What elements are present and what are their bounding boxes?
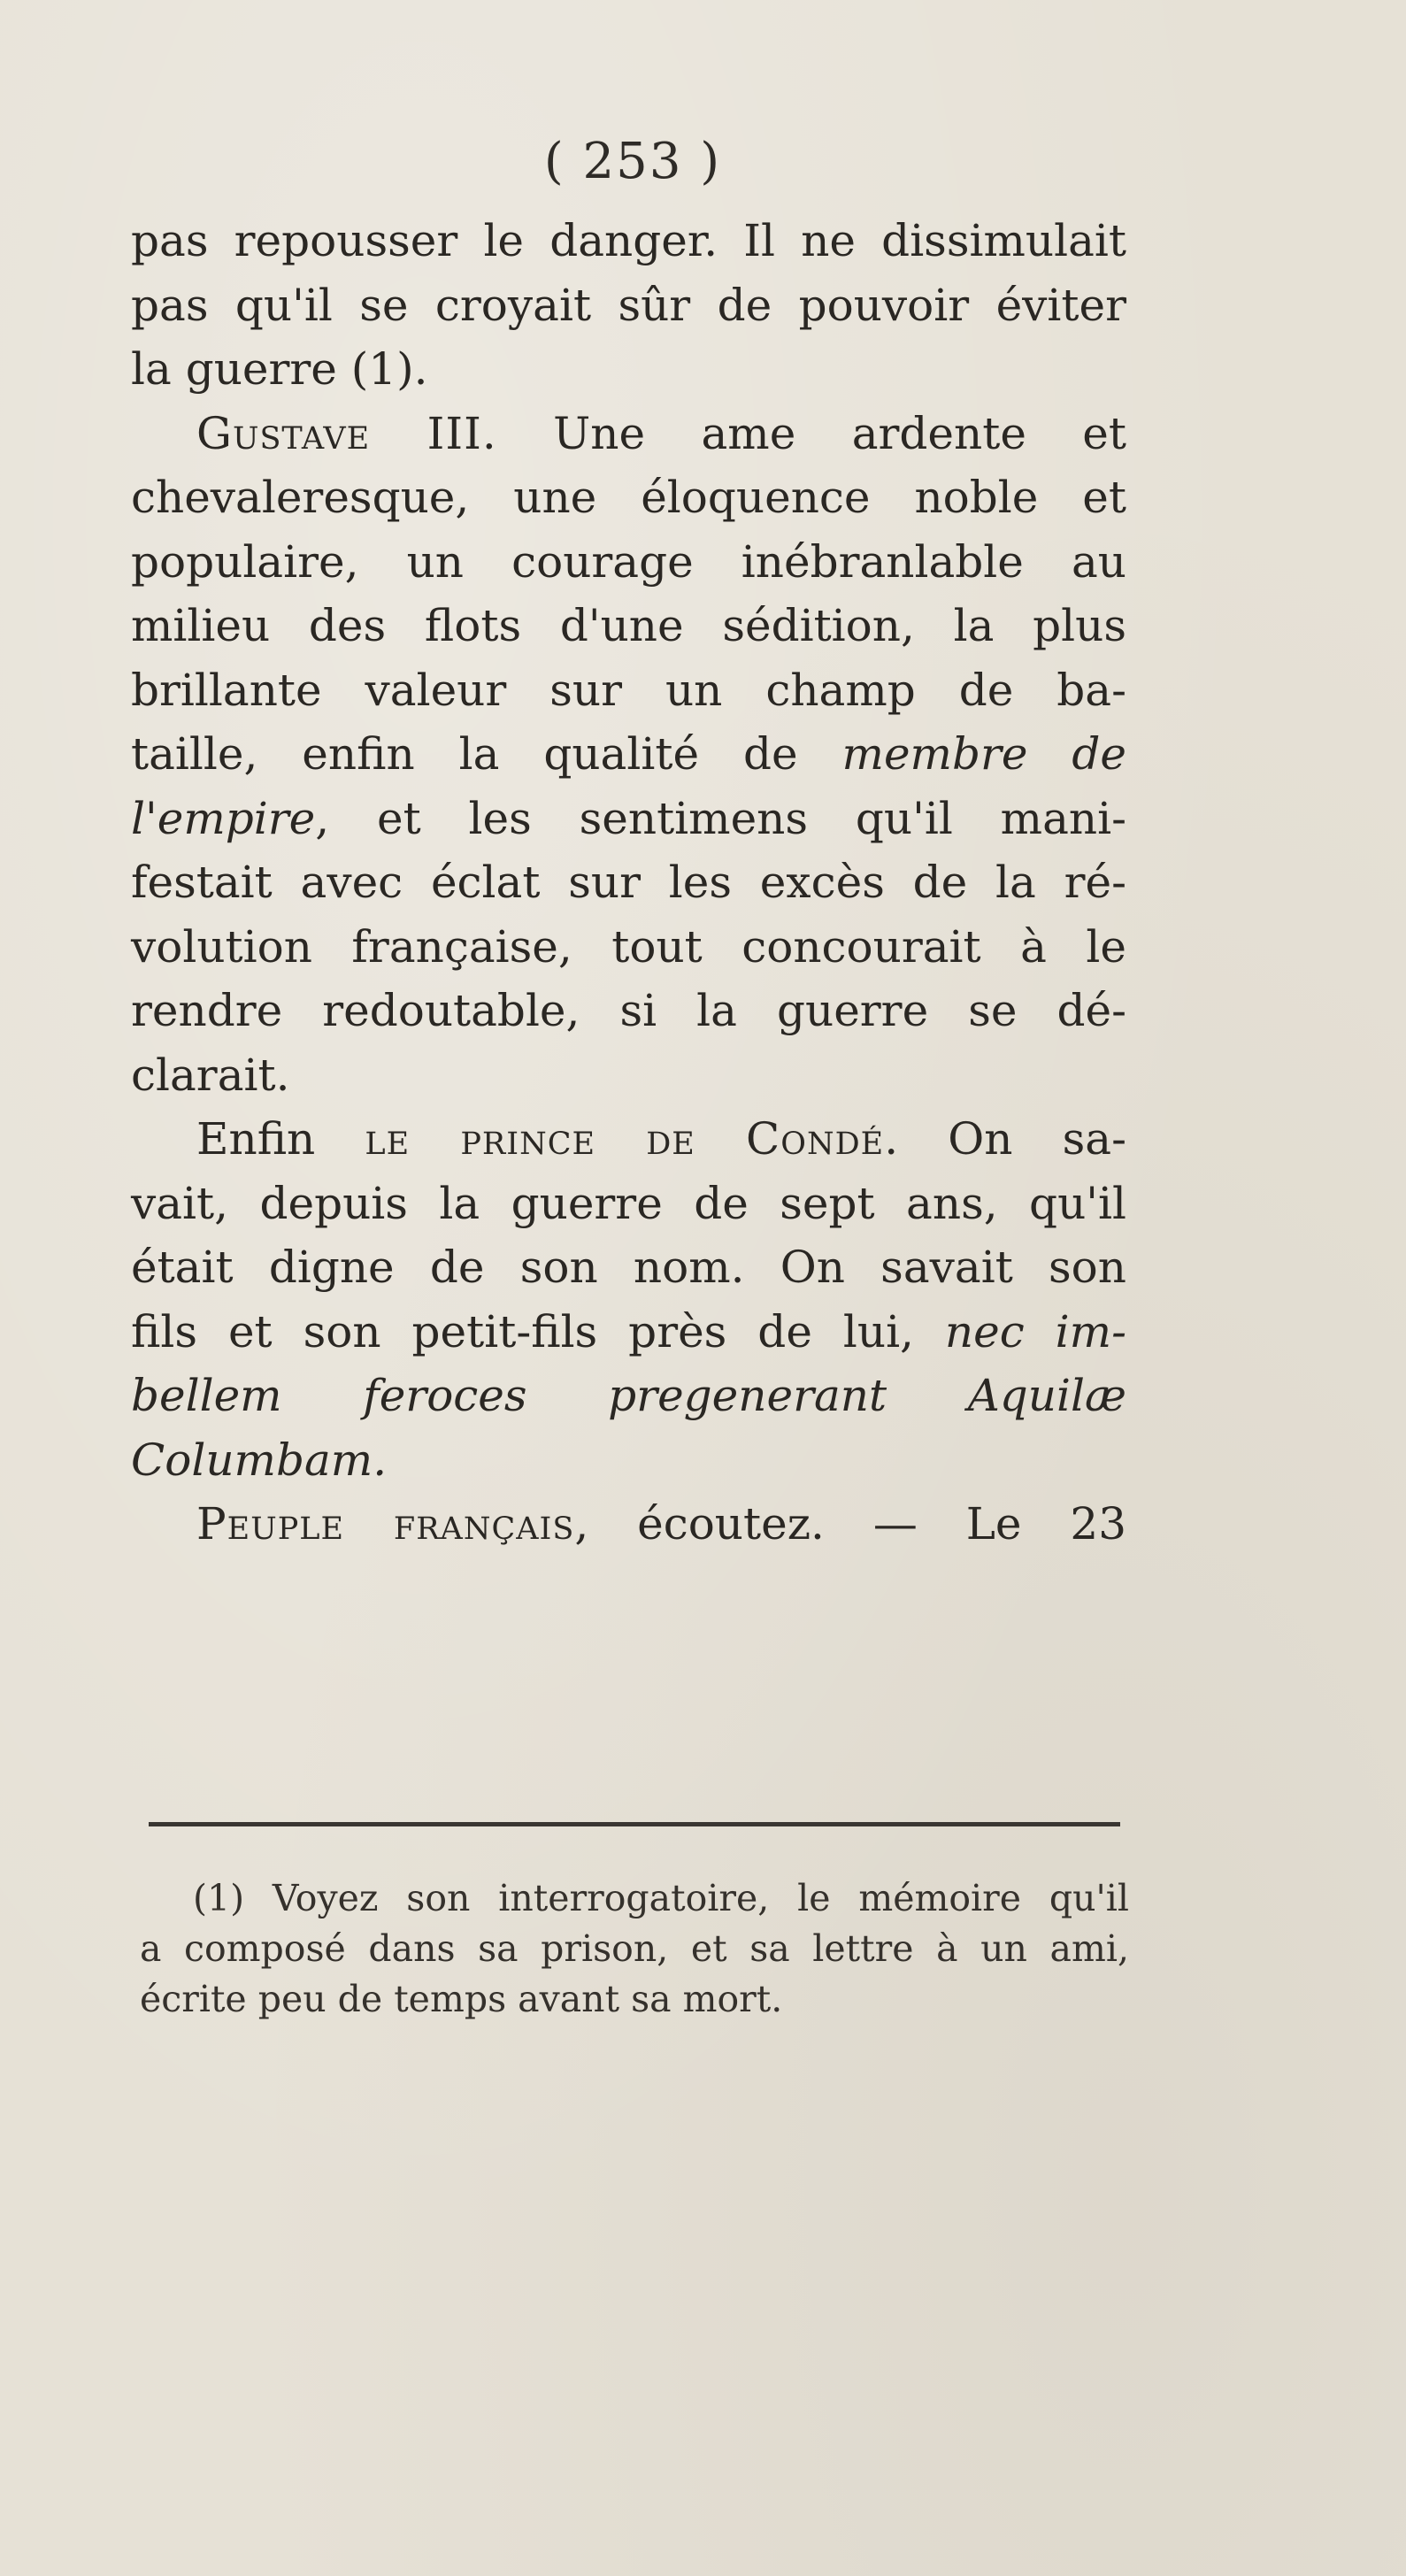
text-fragment: fils et son petit-fils près de lui, — [131, 1305, 945, 1357]
text-line: bellem feroces pregenerant Aquilæ — [131, 1370, 1126, 1421]
footnote — [140, 1873, 1129, 2025]
italic-fragment: l'empire — [131, 792, 316, 844]
text-fragment: , écoutez. — Le 23 — [574, 1498, 1127, 1549]
text-line: volution française, tout concourait à le — [131, 920, 1126, 973]
italic-fragment: membre de — [841, 728, 1126, 780]
italic-fragment: nec im- — [944, 1305, 1126, 1357]
text-line — [131, 1107, 1126, 1172]
text-fragment: . On sa- — [884, 1113, 1126, 1165]
text-line: clarait. — [131, 1049, 290, 1101]
footnote-line: (1) Voyez son interrogatoire, le mémoire qu'il — [193, 1877, 1129, 1919]
text-line: la guerre (1). — [131, 343, 428, 395]
name-small-caps: Gustave III. — [196, 407, 497, 459]
text-fragment: Une ame ardente et — [496, 407, 1126, 459]
footnote-divider — [149, 1822, 1120, 1826]
text-line: pas repousser le danger. Il ne dissimulait — [131, 215, 1126, 266]
text-line — [131, 1492, 1126, 1557]
text-line: vait, depuis la guerre de sept ans, qu'il — [131, 1177, 1126, 1229]
text-line: milieu des flots d'une sédition, la plus — [131, 600, 1126, 651]
main-text — [131, 209, 1126, 1557]
text-line: pas qu'il se croyait sûr de pouvoir éviter — [131, 279, 1126, 331]
page-number: ( 253 ) — [543, 133, 722, 190]
text-line: chevaleresque, une éloquence noble et — [131, 472, 1126, 523]
text-line: rendre redoutable, si la guerre se dé- — [131, 985, 1126, 1036]
text-fragment: taille, enfin la qualité de — [131, 728, 842, 780]
name-small-caps: Peuple français — [196, 1498, 575, 1549]
text-line — [131, 1300, 1126, 1365]
text-line: festait avec éclat sur les excès de la ré- — [131, 857, 1126, 908]
text-line — [131, 402, 1126, 466]
footnote-line: a composé dans sa prison, et sa lettre à un ami, — [140, 1927, 1129, 1970]
text-line: était digne de son nom. On savait son — [131, 1242, 1126, 1293]
footnote-line: écrite peu de temps avant sa mort. — [140, 1978, 783, 2020]
text-fragment: , et les sentimens qu'il mani- — [315, 792, 1126, 844]
text-line — [131, 787, 1126, 851]
text-line — [131, 722, 1126, 787]
text-line: brillante valeur sur un champ de ba- — [131, 664, 1126, 716]
text-line: Columbam. — [131, 1434, 388, 1486]
name-small-caps: le prince de Condé — [365, 1113, 885, 1165]
text-line: populaire, un courage inébranlable au — [131, 535, 1126, 588]
text-fragment: Enfin — [196, 1113, 365, 1165]
